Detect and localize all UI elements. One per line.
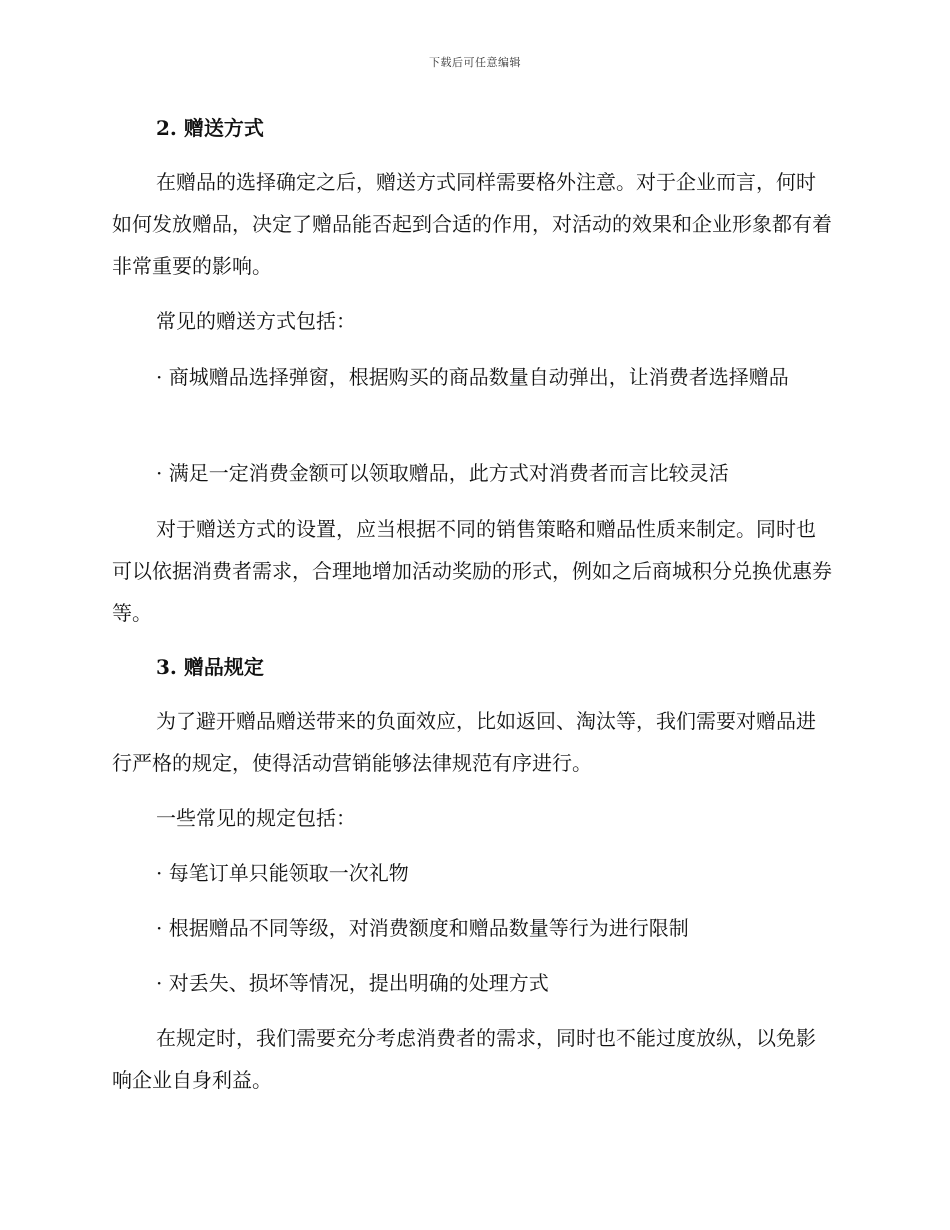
list-intro: 常见的赠送方式包括： [156,309,356,333]
paragraph: 对于赠送方式的设置，应当根据不同的销售策略和赠品性质来制定。同时也可以依据消费者需求，合理地增加活动奖励的形式，例如之后商城积分兑换优惠券等。 [112,517,832,625]
list-item: · 根据赠品不同等级，对消费额度和赠品数量等行为进行限制 [156,916,689,940]
list-item: · 商城赠品选择弹窗，根据购买的商品数量自动弹出，让消费者选择赠品 [156,365,789,389]
section-heading-gift-method: 2. 赠送方式 [156,116,264,140]
paragraph: 在规定时，我们需要充分考虑消费者的需求，同时也不能过度放纵，以免影响企业自身利益。 [112,1026,816,1092]
page-header-note: 下载后可任意编辑 [429,56,521,69]
list-item: · 满足一定消费金额可以领取赠品，此方式对消费者而言比较灵活 [156,461,729,485]
section-heading-gift-rules: 3. 赠品规定 [156,655,264,679]
paragraph: 在赠品的选择确定之后，赠送方式同样需要格外注意。对于企业而言，何时如何发放赠品，决定了赠品能否起到合适的作用，对活动的效果和企业形象都有着非常重要的影响。 [112,170,832,278]
list-intro: 一些常见的规定包括： [156,806,356,830]
list-item: · 每笔订单只能领取一次礼物 [156,861,409,885]
paragraph: 为了避开赠品赠送带来的负面效应，比如返回、淘汰等，我们需要对赠品进行严格的规定，使得活动营销能够法律规范有序进行。 [112,709,816,775]
list-item: · 对丢失、损坏等情况，提出明确的处理方式 [156,971,549,995]
